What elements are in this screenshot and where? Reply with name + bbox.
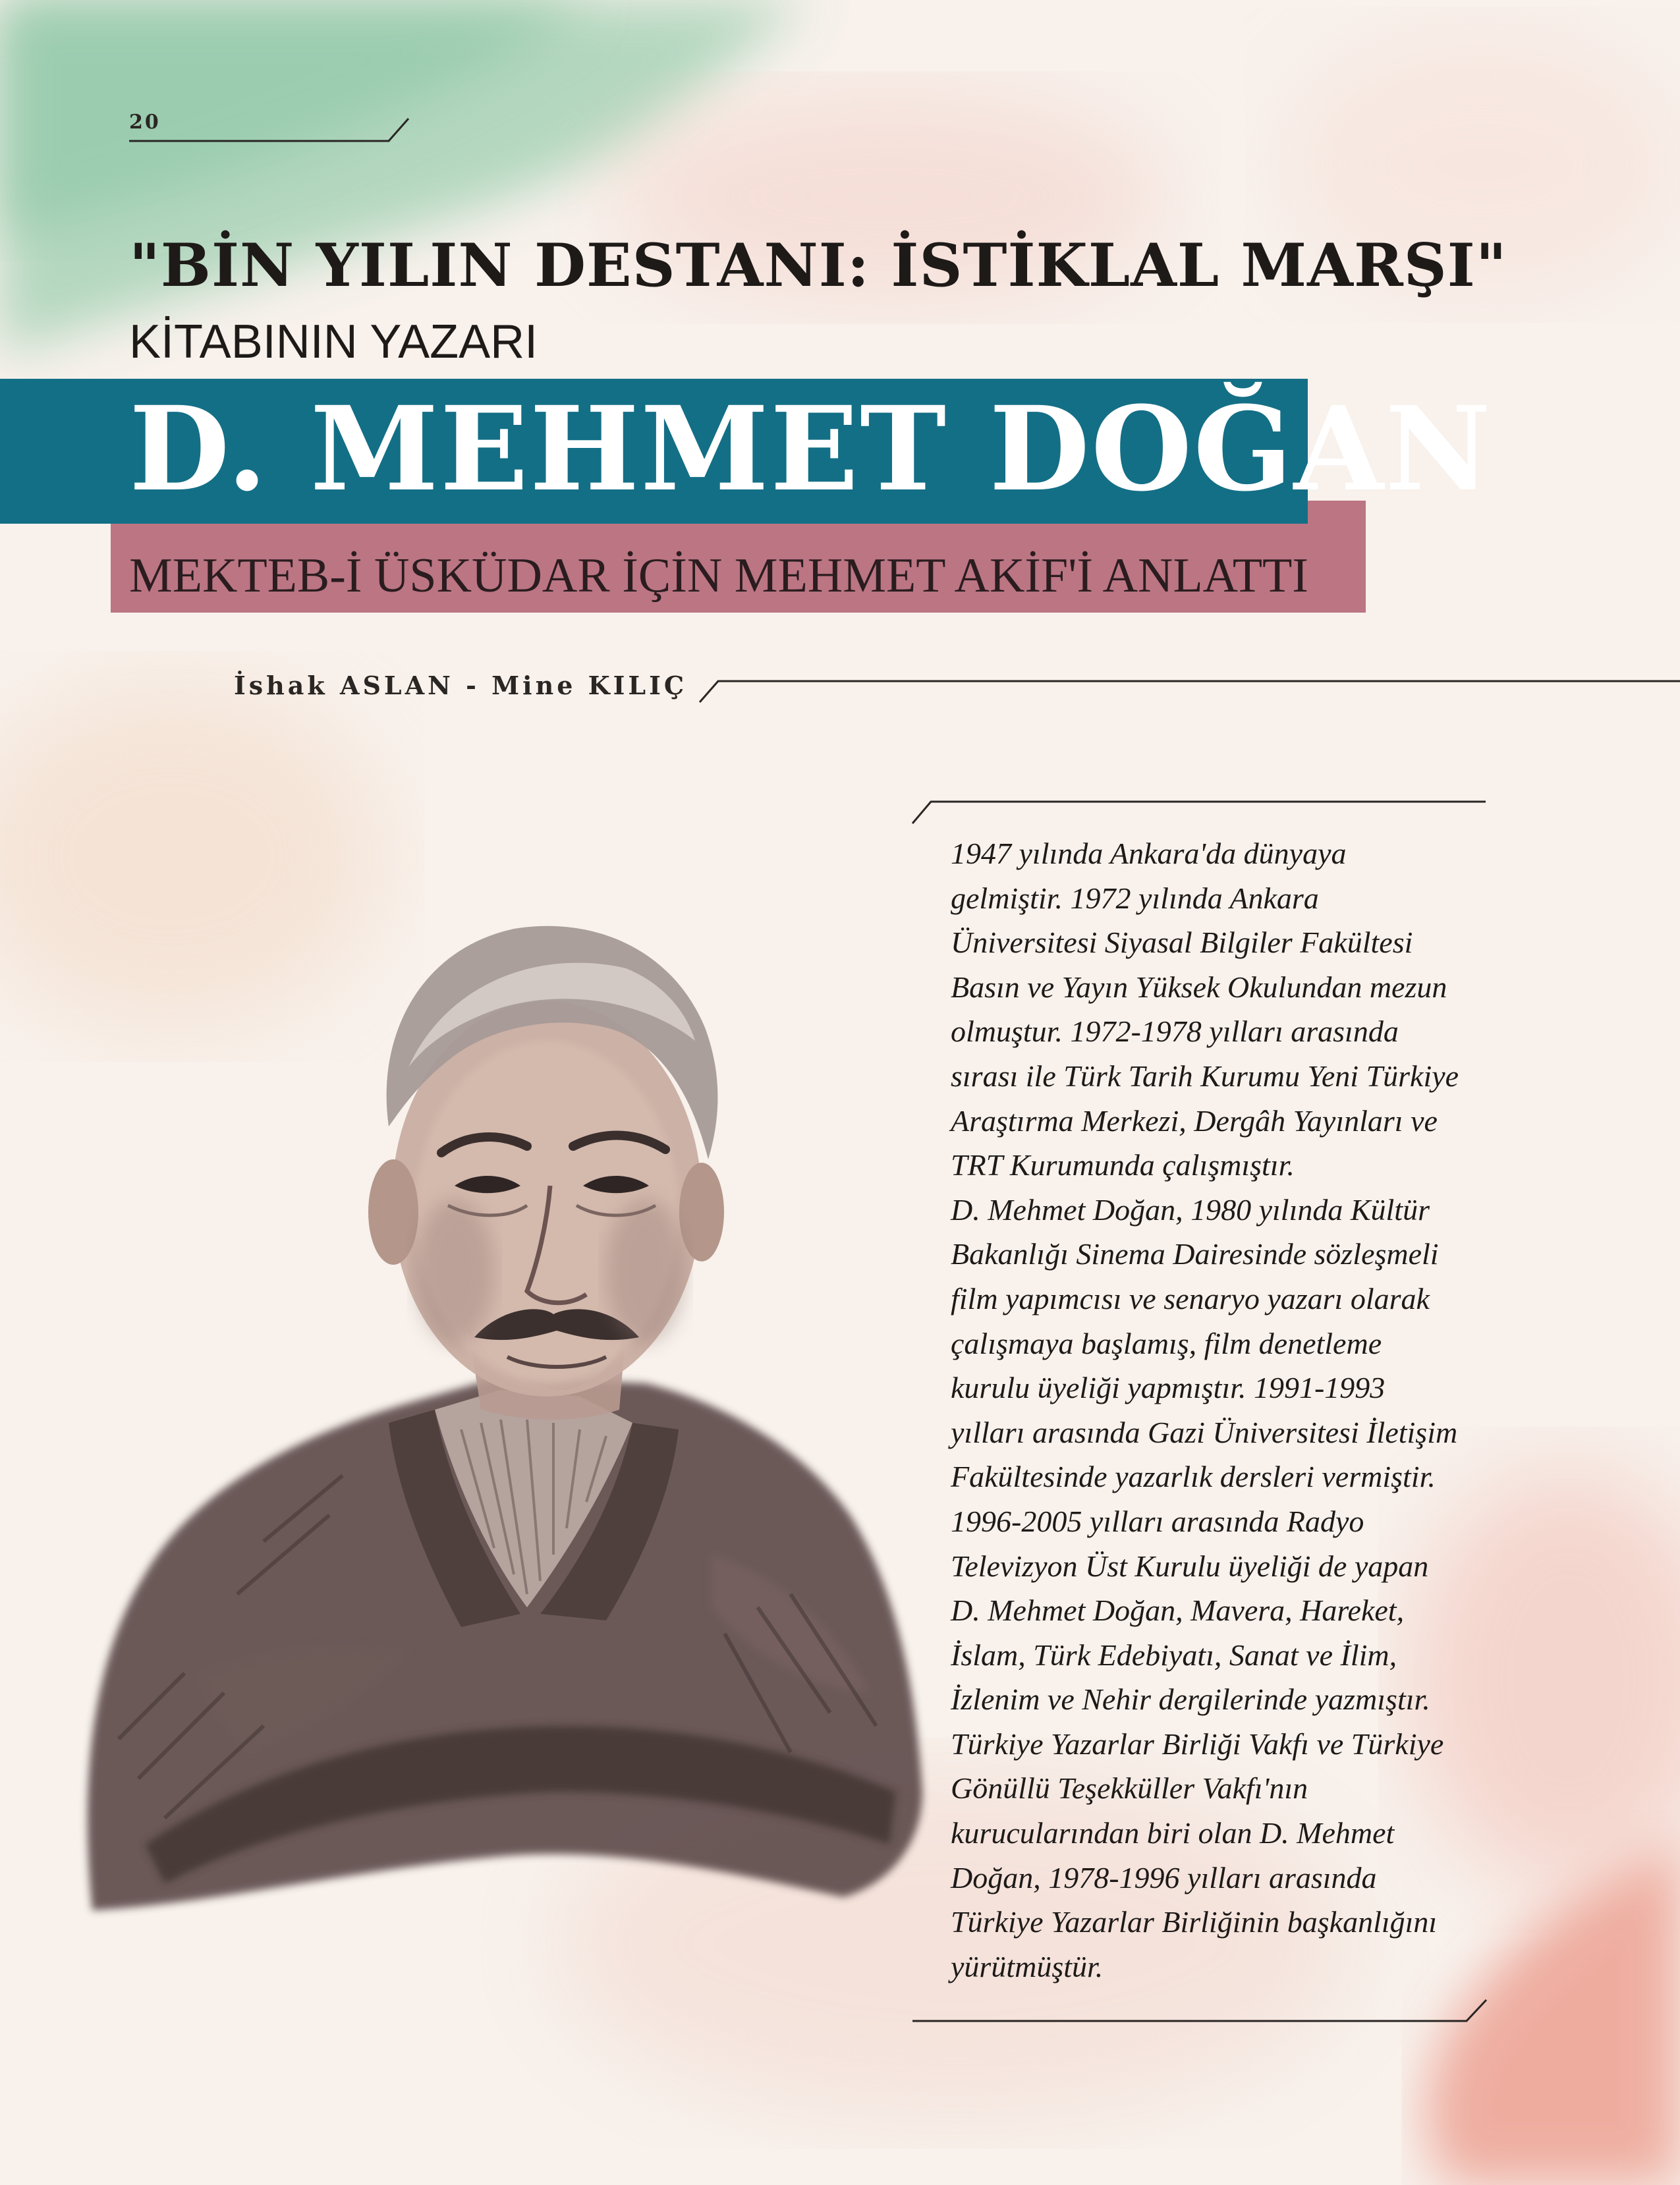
article-subtitle: KİTABININ YAZARI: [129, 316, 538, 368]
portrait-sketch: [66, 817, 949, 1923]
author-name-heading: D. MEHMET DOĞAN: [129, 381, 1493, 517]
page-number: 20: [129, 111, 161, 134]
author-biography: 1947 yılında Ankara'da dünyaya gelmiştir. 1972 yılında Ankara Üniversitesi Siyasal Bilgiler Fakültesi Basın ve Yayın Yüksek Okulundan mezun olmuştur. 1972-1978 yılları arasında sırası ile Türk Tarih Kurumu Yeni Türkiye Araştırma Merkezi, Dergâh Yayınları ve TRT Kurumunda çalışmıştır. D. Mehmet Doğan, 1980 yılında Kültür Bakanlığı Sinema Dairesinde sözleşmeli film yapımcısı ve senaryo yazarı olarak çalışmaya başlamış, film denetleme kurulu üyeliği yapmıştır. 1991-1993 yılları arasında Gazi Üniversitesi İletişim Fakültesinde yazarlık dersleri vermiştir. 1996-2005 yılları arasında Radyo Televizyon Üst Kurulu üyeliği de yapan D. Mehmet Doğan, Mavera, Hareket, İslam, Türk Edebiyatı, Sanat ve İlim, İzlenim ve Nehir dergilerinde yazmıştır. Türkiye Yazarlar Birliği Vakfı ve Türkiye Gönüllü Teşekküller Vakfı'nın kurucularından biri olan D. Mehmet Doğan, 1978-1996 yılları arasında Türkiye Yazarlar Birliğinin başkanlığını yürütmüştür.: [951, 837, 1459, 1983]
article-title: "BİN YILIN DESTANI: İSTİKLAL MARŞI": [129, 231, 1507, 300]
article-tagline: MEKTEB-İ ÜSKÜDAR İÇİN MEHMET AKİF'İ ANLATTI: [129, 549, 1308, 603]
byline: İshak ASLAN - Mine KILIÇ: [234, 671, 688, 700]
